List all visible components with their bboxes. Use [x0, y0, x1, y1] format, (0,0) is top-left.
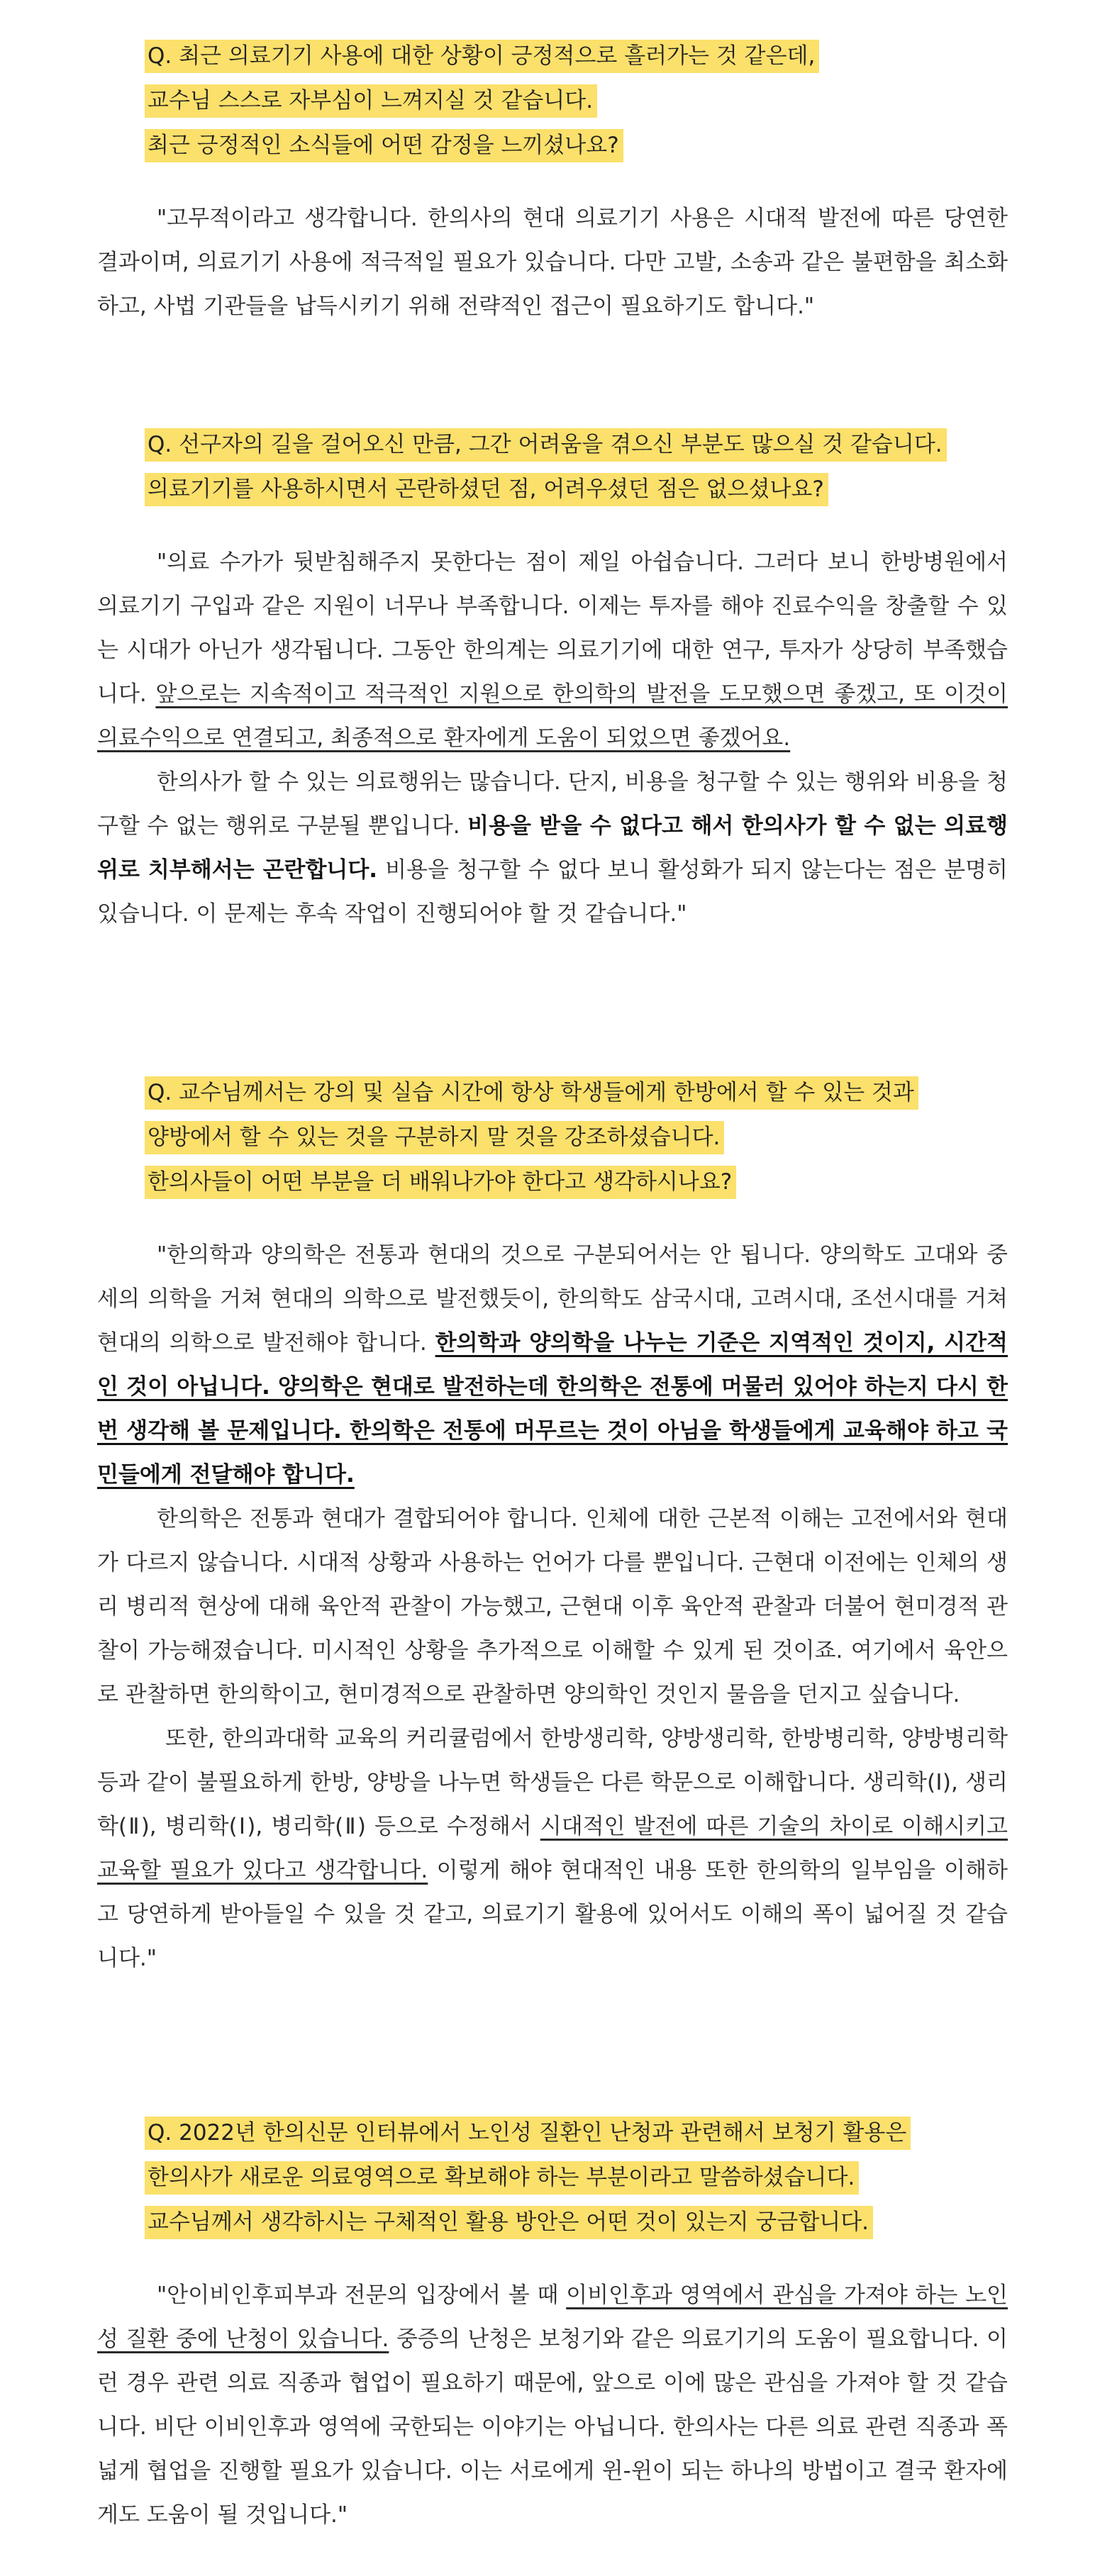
answer-paragraph — [97, 540, 1008, 760]
answer-paragraph — [97, 1717, 1008, 1980]
qa-section-1 — [0, 40, 1117, 328]
question-line: 교수님께서 생각하시는 구체적인 활용 방안은 어떤 것이 있는지 궁금합니다. — [145, 2206, 873, 2239]
question-line: 교수님 스스로 자부심이 느껴지실 것 같습니다. — [145, 84, 597, 118]
answer-paragraph: "고무적이라고 생각합니다. 한의사의 현대 의료기기 사용은 시대적 발전에 따른 당연한 결과이며, 의료기기 사용에 적극적일 필요가 있습니다. 다만 고발, 소송과 같은 불편함을 최소화하고, 사법 기관들을 납득시키기 위해 전략적인 접근이 필요하기도 합니다." — [97, 206, 1008, 319]
question-line: 한의사들이 어떤 부분을 더 배워나가야 한다고 생각하시나요? — [145, 1166, 736, 1199]
answer-block — [97, 1233, 1008, 1980]
question-block — [145, 40, 1117, 162]
bold-underlined-text: 한의학과 양의학을 나누는 기준은 지역적인 것이지, 시간적인 것이 아닙니다. 양의학은 현대로 발전하는데 한의학은 전통에 머물러 있어야 하는지 다시 한번 생각해 볼 문제입니다. 한의학은 전통에 머무르는 것이 아님을 학생들에게 교육해야 하고 국민들에게 전달해야 합니다. — [97, 1330, 1008, 1488]
question-line: 최근 긍정적인 소식들에 어떤 감정을 느끼셨나요? — [145, 129, 623, 162]
question-block — [145, 2117, 1117, 2239]
underlined-text: 이비인후과 영역에서 관심을 가져야 하는 노인성 질환 중에 난청이 있습니다. — [97, 2282, 1008, 2352]
question-line: Q. 최근 의료기기 사용에 대한 상황이 긍정적으로 흘러가는 것 같은데, — [145, 40, 819, 73]
answer-text: "안이비인후피부과 전문의 입장에서 볼 때 — [157, 2282, 567, 2308]
qa-section-3 — [0, 1076, 1117, 1980]
question-line: Q. 2022년 한의신문 인터뷰에서 노인성 질환인 난청과 관련해서 보청기 활용은 — [145, 2117, 911, 2150]
answer-paragraph — [97, 2273, 1008, 2537]
question-block — [145, 428, 1117, 506]
answer-paragraph — [97, 1233, 1008, 1497]
answer-block — [97, 540, 1008, 936]
question-line: 양방에서 할 수 있는 것을 구분하지 말 것을 강조하셨습니다. — [145, 1121, 724, 1154]
answer-paragraph — [97, 760, 1008, 936]
answer-block — [97, 196, 1008, 328]
answer-text: 한의사가 할 수 있는 의료행위는 많습니다. 단지, 비용을 청구할 수 있는 행위와 비용을 청구할 수 없는 행위로 구분될 뿐입니다. — [97, 769, 1008, 839]
bold-text: 비용을 받을 수 없다고 해서 한의사가 할 수 없는 의료행위로 치부해서는 곤란합니다. — [97, 813, 1008, 883]
underlined-text: 시대적인 발전에 따른 기술의 차이로 이해시키고 교육할 필요가 있다고 생각합니다. — [97, 1814, 1008, 1883]
answer-text: 비용을 청구할 수 없다 보니 활성화가 되지 않는다는 점은 분명히 있습니다. 이 문제는 후속 작업이 진행되어야 할 것 같습니다." — [97, 857, 1008, 927]
answer-text: 이렇게 해야 현대적인 내용 또한 한의학의 일부임을 이해하고 당연하게 받아들일 수 있을 것 같고, 의료기기 활용에 있어서도 이해의 폭이 넓어질 것 같습니다." — [97, 1858, 1008, 1971]
question-line: Q. 교수님께서는 강의 및 실습 시간에 항상 학생들에게 한방에서 할 수 있는 것과 — [145, 1076, 918, 1110]
qa-section-2 — [0, 428, 1117, 936]
question-line: 의료기기를 사용하시면서 곤란하셨던 점, 어려우셨던 점은 없으셨나요? — [145, 473, 828, 506]
underlined-text: 앞으로는 지속적이고 적극적인 지원으로 한의학의 발전을 도모했으면 좋겠고, 또 이것이 의료수익으로 연결되고, 최종적으로 환자에게 도움이 되었으면 좋겠어요. — [97, 681, 1008, 751]
answer-text: 또한, 한의과대학 교육의 커리큘럼에서 한방생리학, 양방생리학, 한방병리학, 양방병리학 등과 같이 불필요하게 한방, 양방을 나누면 학생들은 다른 학문으로 이해합니다. 생리학(Ⅰ), 생리학(Ⅱ), 병리학(Ⅰ), 병리학(Ⅱ) 등으로 수정해서 — [97, 1726, 1008, 1839]
answer-text: "한의학과 양의학은 전통과 현대의 것으로 구분되어서는 안 됩니다. 양의학도 고대와 중세의 의학을 거쳐 현대의 의학으로 발전했듯이, 한의학도 삼국시대, 고려시대, 조선시대를 거쳐 현대의 의학으로 발전해야 합니다. — [97, 1242, 1008, 1356]
question-line: Q. 선구자의 길을 걸어오신 만큼, 그간 어려움을 겪으신 부분도 많으실 것 같습니다. — [145, 428, 947, 462]
answer-block — [97, 2273, 1008, 2537]
question-block — [145, 1076, 1117, 1199]
answer-paragraph: 한의학은 전통과 현대가 결합되어야 합니다. 인체에 대한 근본적 이해는 고전에서와 현대가 다르지 않습니다. 시대적 상황과 사용하는 언어가 다를 뿐입니다. 근현대 이전에는 인체의 생리 병리적 현상에 대해 육안적 관찰이 가능했고, 근현대 이후 육안적 관찰과 더불어 현미경적 관찰이 가능해졌습니다. 미시적인 상황을 추가적으로 이해할 수 있게 된 것이죠. 여기에서 육안으로 관찰하면 한의학이고, 현미경적으로 관찰하면 양의학인 것인지 물음을 던지고 싶습니다. — [97, 1506, 1008, 1707]
answer-text: 중증의 난청은 보청기와 같은 의료기기의 도움이 필요합니다. 이런 경우 관련 의료 직종과 협업이 필요하기 때문에, 앞으로 이에 많은 관심을 가져야 할 것 같습니다. 비단 이비인후과 영역에 국한되는 이야기는 아닙니다. 한의사는 다른 의료 관련 직종과 폭넓게 협업을 진행할 필요가 있습니다. 이는 서로에게 윈-윈이 되는 하나의 방법이고 결국 환자에게도 도움이 될 것입니다." — [97, 2326, 1008, 2528]
qa-section-4 — [0, 2117, 1117, 2537]
question-line: 한의사가 새로운 의료영역으로 확보해야 하는 부분이라고 말씀하셨습니다. — [145, 2161, 859, 2195]
answer-text: "의료 수가가 뒷받침해주지 못한다는 점이 제일 아쉽습니다. 그러다 보니 한방병원에서 의료기기 구입과 같은 지원이 너무나 부족합니다. 이제는 투자를 해야 진료수익을 창출할 수 있는 시대가 아닌가 생각됩니다. 그동안 한의계는 의료기기에 대한 연구, 투자가 상당히 부족했습니다. — [97, 550, 1008, 707]
